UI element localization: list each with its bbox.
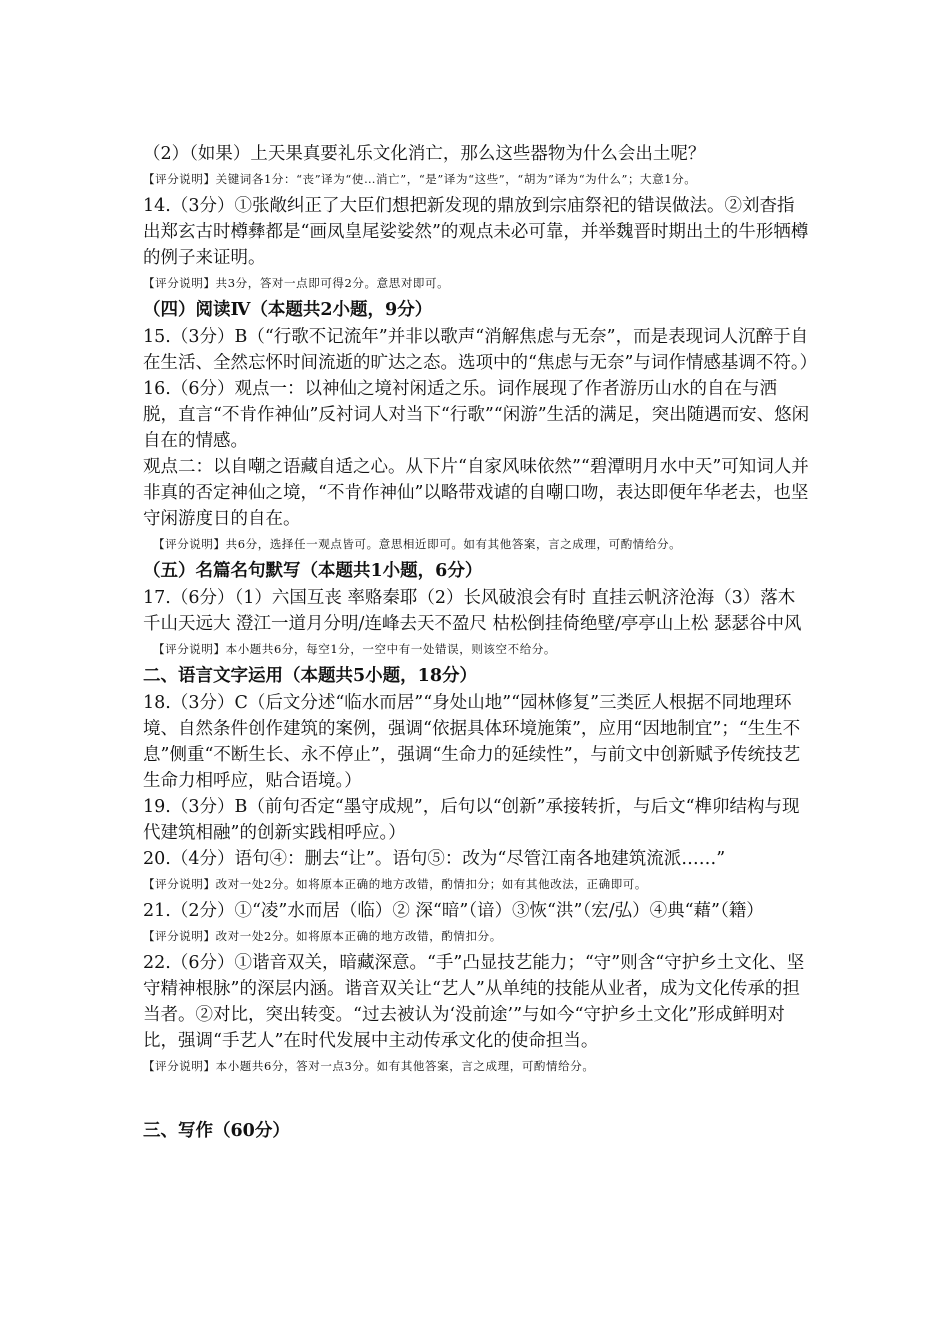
answer-18: 18.（3分）C（后文分述“临水而居”“身处山地”“园林修复”三类匠人根据不同地理环境、自然条件创作建筑的案例，强调“依据具体环境施策”，应用“因地制宜”；“生生不息”侧重“不断生长、永不停止”，强调“生命力的延续性”，与前文中创新赋予传统技艺生命力相呼应，贴合语境。） [143, 693, 801, 791]
section-reading-4-heading: （四）阅读Ⅳ（本题共2小题，9分） [143, 300, 433, 320]
section-writing-heading: 三、写作（60分） [143, 1121, 290, 1141]
answer-15: 15.（3分）B（“行歌不记流年”并非以歌声“消解焦虑与无奈”，而是表现词人沉醉于自在生活、全然忘怀时间流逝的旷达之态。选项中的“焦虑与无奈”与词作情感基调不符。） [143, 327, 818, 373]
answer-16-view-1: 16.（6分）观点一：以神仙之境衬闲适之乐。词作展现了作者游历山水的自在与洒脱，直言“不肯作神仙”反衬词人对当下“行歌”“闲游”生活的满足，突出随遇而安、悠闲自在的情感。 [143, 379, 810, 451]
scoring-note-20: 【评分说明】改对一处2分。如将原本正确的地方改错，酌情扣分；如有其他改法，正确即可。 [143, 877, 648, 891]
answer-22: 22.（6分）①谐音双关，暗藏深意。“手”凸显技艺能力；“守”则含“守护乡土文化、坚守精神根脉”的深层内涵。谐音双关让“艺人”从单纯的技能从业者，成为文化传承的担当者。②对比，突出转变。“过去被认为‘没前途’”与如今“守护乡土文化”形成鲜明对比，强调“手艺人”在时代发展中主动传承文化的使命担当。 [143, 953, 805, 1051]
scoring-note-22: 【评分说明】本小题共6分，答对一点3分。如有其他答案，言之成理，可酌情给分。 [143, 1059, 595, 1073]
answer-content [143, 141, 818, 1145]
answer-19: 19.（3分）B（前句否定“墨守成规”，后句以“创新”承接转折，与后文“榫卯结构与现代建筑相融”的创新实践相呼应。） [143, 797, 800, 843]
section-dictation-heading: （五）名篇名句默写（本题共1小题，6分） [143, 561, 483, 581]
spacer [143, 1080, 811, 1116]
scoring-note-16: 【评分说明】共6分，选择任一观点皆可。意思相近即可。如有其他答案，言之成理，可酌情给分。 [153, 537, 682, 551]
section-language-heading: 二、语言文字运用（本题共5小题，18分） [143, 666, 478, 686]
scoring-note-21: 【评分说明】改对一处2分。如将原本正确的地方改错，酌情扣分。 [143, 929, 502, 943]
answer-17: 17.（6分）（1）六国互丧 率赂秦耶（2）长风破浪会有时 直挂云帆济沧海（3）落木千山天远大 澄江一道月分明/连峰去天不盈尺 枯松倒挂倚绝壁/亭亭山上松 瑟瑟谷中风 [143, 588, 802, 634]
answer-14: 14.（3分）①张敞纠正了大臣们想把新发现的鼎放到宗庙祭祀的错误做法。②刘杳指出郑玄古时樽彝都是“画凤皇尾娑娑然”的观点未必可靠，并举魏晋时期出土的牛形牺樽的例子来证明。 [143, 196, 809, 268]
answer-13-2: （2）（如果）上天果真要礼乐文化消亡，那么这些器物为什么会出土呢？ [143, 144, 706, 164]
answer-16-view-2: 观点二：以自嘲之语藏自适之心。从下片“自家风味依然”“碧潭明月水中天”可知词人并非真的否定神仙之境，“不肯作神仙”以略带戏谑的自嘲口吻，表达即便年华老去，也坚守闲游度日的自在。 [143, 457, 809, 529]
scoring-note-14: 【评分说明】共3分，答对一点即可得2分。意思对即可。 [143, 276, 450, 290]
answer-21: 21.（2分）①“凌”水而居（临）② 深“暗”（谙）③恢“洪”（宏/弘）④典“藉”（籍） [143, 901, 764, 921]
scoring-note-13: 【评分说明】关键词各1分：“丧”译为“使…消亡”，“是”译为“这些”，“胡为”译为“为什么”；大意1分。 [143, 172, 697, 186]
scoring-note-17: 【评分说明】本小题共6分，每空1分，一空中有一处错误，则该空不给分。 [153, 642, 557, 656]
answer-20: 20.（4分）语句④：删去“让”。语句⑤：改为“尽管江南各地建筑流派……” [143, 849, 726, 869]
